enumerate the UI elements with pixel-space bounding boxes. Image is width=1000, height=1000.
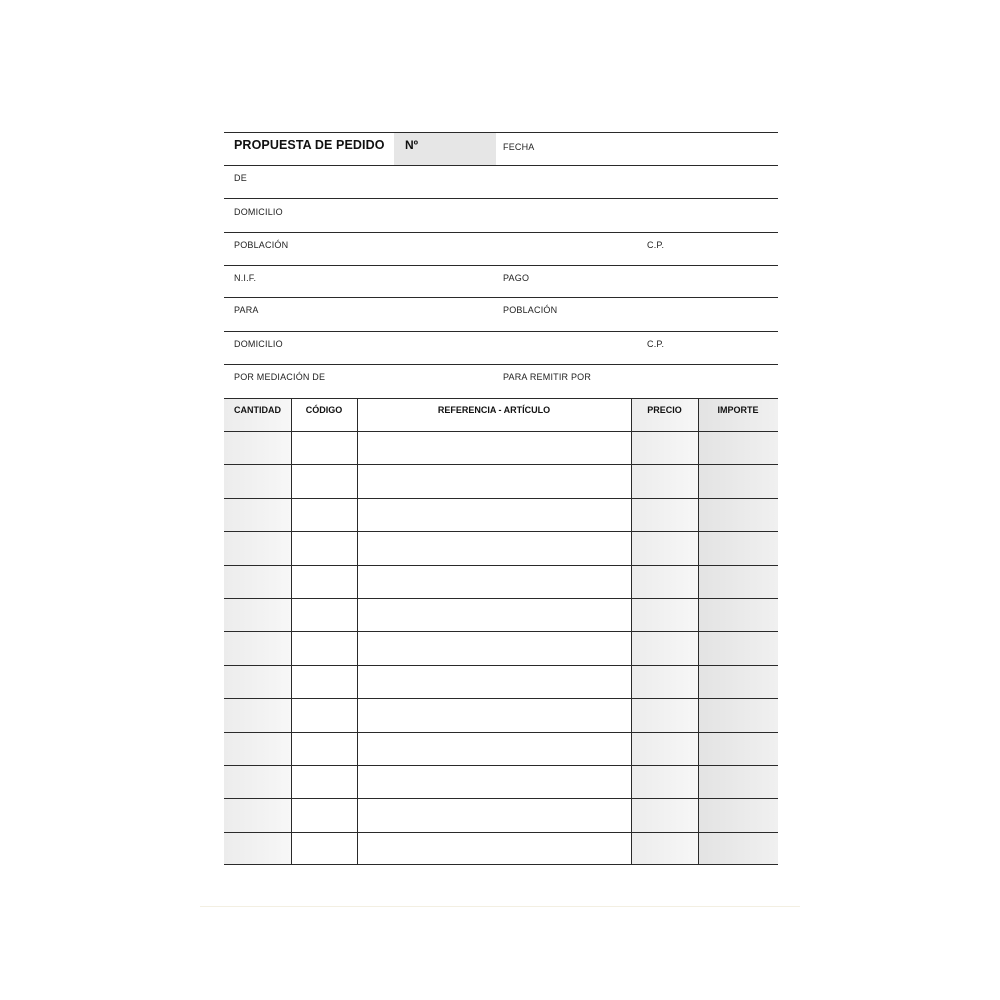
nif-label: N.I.F. — [234, 273, 257, 283]
number-label: Nº — [405, 138, 419, 152]
table-row-line — [224, 765, 778, 766]
col-header-precio: PRECIO — [647, 405, 682, 415]
divider — [224, 297, 778, 298]
items-table — [224, 398, 778, 865]
table-header-line — [224, 431, 778, 432]
divider — [224, 198, 778, 199]
para-label: PARA — [234, 305, 259, 315]
table-row-line — [224, 864, 778, 865]
table-row-line — [224, 665, 778, 666]
col-header-codigo: CÓDIGO — [305, 405, 343, 415]
divider — [224, 265, 778, 266]
poblacion-label: POBLACIÓN — [234, 240, 289, 250]
col-header-referencia: REFERENCIA - ARTÍCULO — [437, 405, 551, 415]
col-header-importe: IMPORTE — [717, 405, 759, 415]
table-row-line — [224, 598, 778, 599]
col-header-cantidad: CANTIDAD — [234, 405, 281, 415]
domicilio2-label: DOMICILIO — [234, 339, 283, 349]
divider — [224, 364, 778, 365]
divider — [224, 132, 778, 133]
page-edge — [200, 906, 800, 907]
fecha-label: FECHA — [503, 142, 535, 152]
table-row-line — [224, 565, 778, 566]
table-row-line — [224, 798, 778, 799]
table-row-line — [224, 498, 778, 499]
table-top-line — [224, 398, 778, 399]
mediacion-label: POR MEDIACIÓN DE — [234, 372, 326, 382]
cp-label: C.P. — [647, 240, 665, 250]
cp2-label: C.P. — [647, 339, 665, 349]
domicilio-label: DOMICILIO — [234, 207, 283, 217]
remitir-label: PARA REMITIR POR — [503, 372, 592, 382]
table-row-line — [224, 531, 778, 532]
table-row-line — [224, 631, 778, 632]
table-row-line — [224, 732, 778, 733]
divider — [224, 331, 778, 332]
divider — [224, 232, 778, 233]
table-row-line — [224, 464, 778, 465]
table-row-line — [224, 832, 778, 833]
divider — [224, 165, 778, 166]
de-label: DE — [234, 173, 247, 183]
pago-label: PAGO — [503, 273, 530, 283]
poblacion2-label: POBLACIÓN — [503, 305, 558, 315]
form-title: PROPUESTA DE PEDIDO — [234, 138, 385, 152]
table-row-line — [224, 698, 778, 699]
